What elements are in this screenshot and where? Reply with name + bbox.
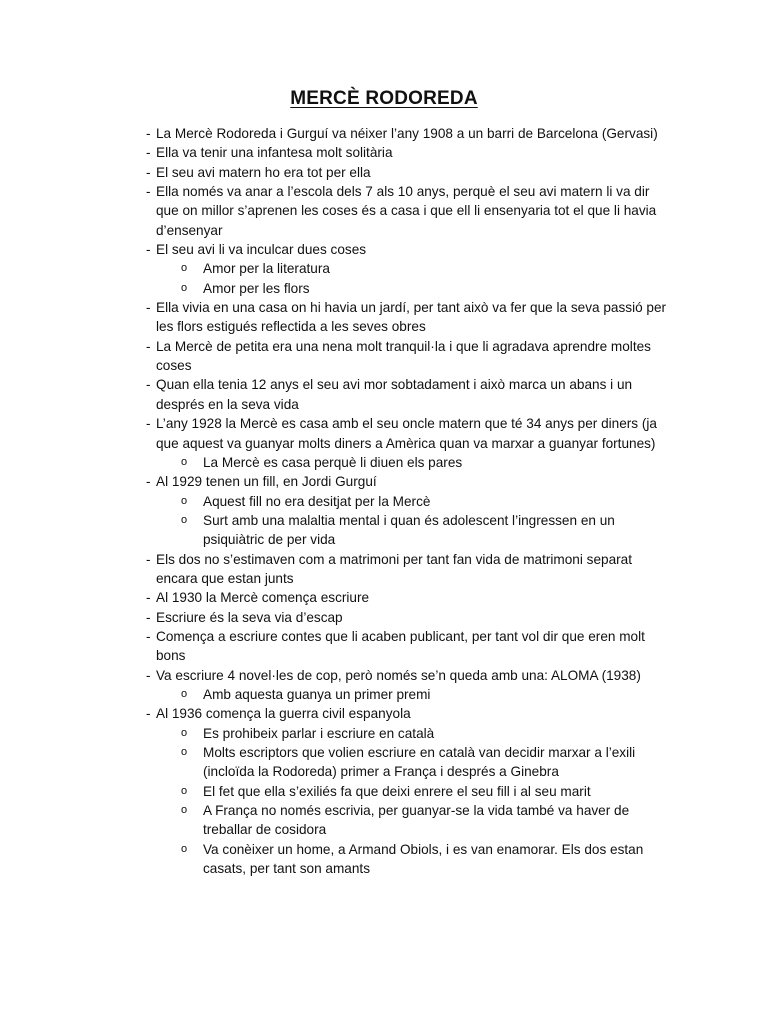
sub-list-item [0,511,768,550]
sub-list-item [0,840,768,879]
list-item [0,240,768,259]
list-item [0,627,768,666]
list-item-text: Es prohibeix parlar i escriure en català [203,725,435,741]
sub-list-item [0,801,768,840]
circle-bullet: o [181,842,188,855]
dash-bullet: - [146,667,151,683]
circle-bullet: o [181,513,188,526]
list-item [0,608,768,627]
dash-bullet: - [146,706,151,722]
list-item [0,182,768,240]
dash-bullet: - [146,126,151,141]
list-item-text: Va escriure 4 novel·les de cop, però només se’n queda amb una: ALOMA (1938) [156,667,641,683]
list-item-text: Amb aquesta guanya un primer premi [203,686,431,702]
list-item-text: Molts escriptors que volien escriure en català van decidir marxar a l’exili (incloïda la Rodoreda) primer a França i després a Ginebra [203,745,636,780]
sub-list-item [0,685,768,704]
list-item [0,414,768,453]
list-item-text: A França no només escrivia, per guanyar-se la vida també va haver de treballar de cosidora [203,803,630,838]
list-item-text: Ella va tenir una infantesa molt solitària [156,145,393,161]
circle-bullet: o [181,494,188,507]
sub-list-item [0,453,768,472]
list-item-text: Al 1929 tenen un fill, en Jordi Gurguí [156,474,377,490]
circle-bullet: o [181,726,188,739]
list-item-text: Ella només va anar a l’escola dels 7 als 10 anys, perquè el seu avi matern li va dir que on millor s’aprenen les coses és a casa i que ell li ensenyaria tot el que li havia d’ensenyar [156,184,657,238]
circle-bullet: o [181,784,188,797]
page-title: MERCÈ RODOREDA [290,88,478,109]
circle-bullet: o [181,804,188,817]
list-item [0,550,768,589]
list-item-text: Aquest fill no era desitjat per la Mercè [203,493,431,509]
list-item-text: El seu avi matern ho era tot per ella [156,164,371,180]
list-item-text: Els dos no s’estimaven com a matrimoni per tant fan vida de matrimoni separat encara que estan junts [156,551,632,586]
sub-list-item [0,724,768,743]
list-item [0,337,768,376]
list-item-text: Al 1936 comença la guerra civil espanyola [156,706,411,722]
dash-bullet: - [146,338,151,354]
sub-list-item [0,492,768,511]
list-item-text: Amor per la literatura [203,261,330,277]
sub-list-item [0,259,768,278]
list-item-text: Quan ella tenia 12 anys el seu avi mor sobtadament i això marca un abans i un després en la seva vida [156,377,633,412]
list-item-text: Escriure és la seva via d’escap [156,609,343,625]
dash-bullet: - [146,590,151,606]
list-item-text: L’any 1928 la Mercè es casa amb el seu oncle matern que té 34 anys per diners (ja que aquest va guanyar molts diners a Amèrica quan va marxar a guanyar fortunes) [156,416,657,451]
list-item-text: Surt amb una malaltia mental i quan és adolescent l’ingressen en un psiquiàtric de per vida [203,512,615,548]
list-item-text: Comença a escriure contes que li acaben publicant, per tant vol dir que eren molt bons [156,628,645,664]
list-item [0,588,768,607]
sub-list-item [0,782,768,801]
list-item-text: Amor per les flors [203,280,310,296]
list-item [0,704,768,723]
dash-bullet: - [146,242,151,258]
circle-bullet: o [181,281,188,294]
list-item-text: Al 1930 la Mercè comença escriure [156,590,370,606]
dash-bullet: - [146,416,151,432]
dash-bullet: - [146,164,151,180]
dash-bullet: - [146,474,151,490]
list-item-text: La Mercè es casa perquè li diuen els pares [203,454,463,470]
dash-bullet: - [146,609,151,625]
sub-list-item [0,743,768,782]
sub-list-item [0,279,768,298]
list-item-text: Va conèixer un home, a Armand Obiols, i es van enamorar. Els dos estan casats, per tant son amants [203,841,644,877]
dash-bullet: - [146,300,151,316]
list-item-text: La Mercè Rodoreda i Gurguí va néixer l’any 1908 a un barri de Barcelona (Gervasi) [156,126,658,141]
list-item-text: La Mercè de petita era una nena molt tranquil·la i que li agradava aprendre moltes coses [156,338,651,374]
circle-bullet: o [181,455,188,468]
list-item [0,375,768,414]
circle-bullet: o [181,746,188,758]
dash-bullet: - [146,184,151,200]
list-item [0,143,768,162]
list-item-text: El seu avi li va inculcar dues coses [156,242,367,258]
dash-bullet: - [146,628,151,644]
list-item [0,298,768,337]
list-item [0,472,768,491]
dash-bullet: - [146,377,151,393]
circle-bullet: o [181,687,188,700]
list-item-text: El fet que ella s’exiliés fa que deixi enrere el seu fill i al seu marit [203,783,591,799]
dash-bullet: - [146,551,151,567]
list-item-text: Ella vivia en una casa on hi havia un jardí, per tant això va fer que la seva passió per les flors estigués reflectida a les seves obres [156,300,667,335]
bullet-list [0,124,768,878]
list-item [0,666,768,685]
list-item [0,124,768,143]
list-item [0,163,768,182]
dash-bullet: - [146,145,151,161]
circle-bullet: o [181,262,188,275]
